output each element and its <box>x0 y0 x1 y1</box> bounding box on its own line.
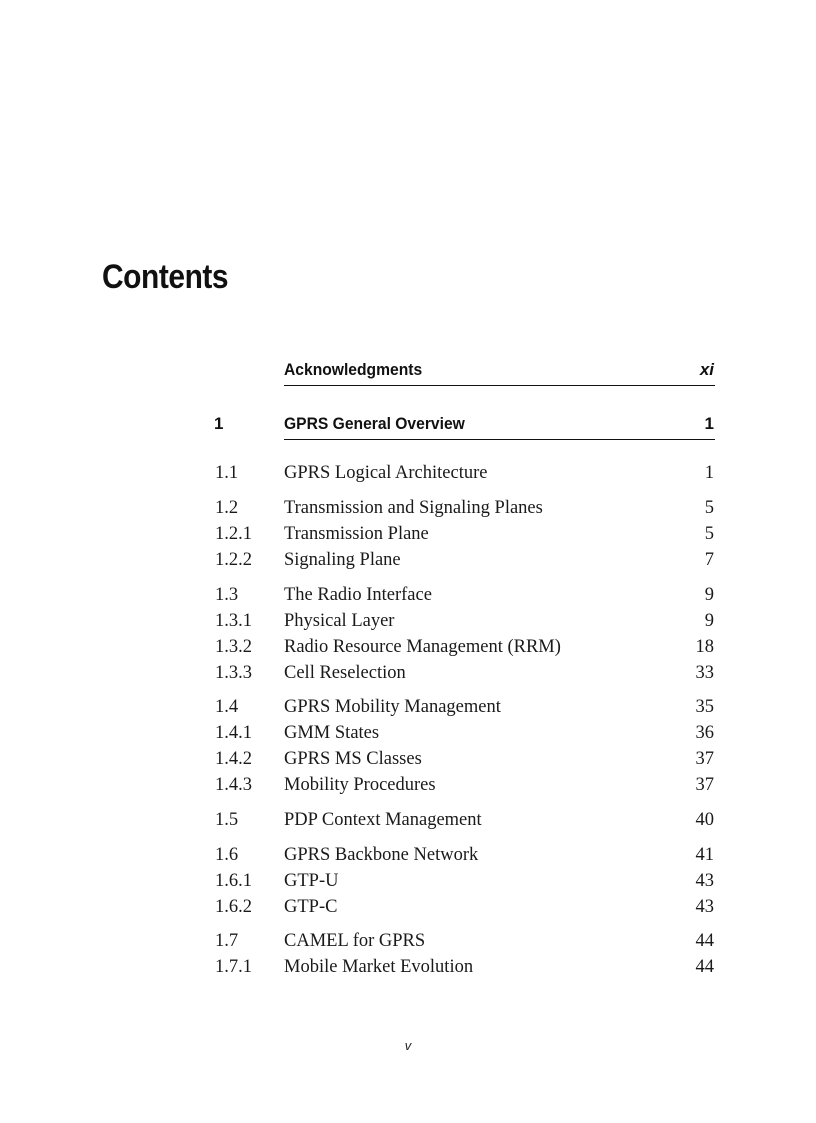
entry-page: 37 <box>695 749 714 769</box>
page-number: v <box>404 1038 412 1053</box>
entry-page: 43 <box>695 897 714 917</box>
entry-title: GPRS Backbone Network <box>284 845 479 865</box>
toc-entry[interactable] <box>0 524 816 548</box>
entry-number: 1.6.1 <box>215 871 252 891</box>
toc-chapter-1[interactable] <box>0 410 816 440</box>
toc-entry[interactable] <box>0 957 816 981</box>
entry-number: 1.4.3 <box>215 775 252 795</box>
entry-title: PDP Context Management <box>284 810 482 830</box>
entry-number: 1.2.2 <box>215 550 252 570</box>
chapter-title: Acknowledgments <box>284 360 423 379</box>
entry-number: 1.1 <box>215 463 239 483</box>
entry-page: 1 <box>704 463 714 483</box>
entry-title: GPRS Mobility Management <box>284 697 501 717</box>
toc-entry[interactable] <box>0 871 816 895</box>
entry-title: Radio Resource Management (RRM) <box>284 637 561 657</box>
chapter-page: 1 <box>704 414 714 433</box>
entry-page: 40 <box>695 810 714 830</box>
toc-entry[interactable] <box>0 463 816 487</box>
page-title: Contents <box>102 258 229 296</box>
toc-entry[interactable] <box>0 585 816 609</box>
entry-title: Transmission Plane <box>284 524 429 544</box>
entry-number: 1.4 <box>215 697 239 717</box>
entry-number: 1.3 <box>215 585 239 605</box>
entry-page: 33 <box>695 663 714 683</box>
entry-page: 5 <box>704 524 714 544</box>
toc-entry[interactable] <box>0 498 816 522</box>
toc-entry[interactable] <box>0 775 816 799</box>
chapter-rule <box>284 385 715 386</box>
entry-number: 1.6 <box>215 845 239 865</box>
toc-entry[interactable] <box>0 663 816 687</box>
chapter-number: 1 <box>214 414 224 433</box>
entry-page: 37 <box>695 775 714 795</box>
toc-entry[interactable] <box>0 723 816 747</box>
entry-number: 1.2.1 <box>215 524 252 544</box>
entry-title: The Radio Interface <box>284 585 432 605</box>
entry-title: Transmission and Signaling Planes <box>284 498 543 518</box>
entry-title: Mobile Market Evolution <box>284 957 474 977</box>
entry-title: CAMEL for GPRS <box>284 931 426 951</box>
toc-entry[interactable] <box>0 845 816 869</box>
entry-page: 36 <box>695 723 714 743</box>
entry-page: 9 <box>704 611 714 631</box>
chapter-page: xi <box>699 360 714 379</box>
toc-entry[interactable] <box>0 931 816 955</box>
entry-title: GPRS MS Classes <box>284 749 422 769</box>
entry-page: 5 <box>704 498 714 518</box>
entry-page: 44 <box>695 957 714 977</box>
toc-entry[interactable] <box>0 810 816 834</box>
entry-number: 1.3.2 <box>215 637 252 657</box>
entry-number: 1.5 <box>215 810 239 830</box>
entry-page: 41 <box>695 845 714 865</box>
entry-title: GTP-C <box>284 897 338 917</box>
toc-entry[interactable] <box>0 749 816 773</box>
entry-page: 7 <box>704 550 714 570</box>
entry-title: Physical Layer <box>284 611 395 631</box>
entry-page: 9 <box>704 585 714 605</box>
entry-page: 44 <box>695 931 714 951</box>
entry-number: 1.7.1 <box>215 957 252 977</box>
entry-title: GTP-U <box>284 871 339 891</box>
entry-page: 18 <box>695 637 714 657</box>
entry-title: Cell Reselection <box>284 663 406 683</box>
entry-title: Signaling Plane <box>284 550 401 570</box>
entry-number: 1.4.2 <box>215 749 252 769</box>
toc-entry[interactable] <box>0 897 816 921</box>
toc-entry[interactable] <box>0 611 816 635</box>
entry-number: 1.3.3 <box>215 663 252 683</box>
entry-page: 35 <box>695 697 714 717</box>
entry-number: 1.2 <box>215 498 239 518</box>
toc-entry[interactable] <box>0 637 816 661</box>
toc-entry[interactable] <box>0 697 816 721</box>
entry-title: GPRS Logical Architecture <box>284 463 488 483</box>
entry-title: Mobility Procedures <box>284 775 436 795</box>
chapter-title: GPRS General Overview <box>284 414 465 433</box>
entry-number: 1.7 <box>215 931 239 951</box>
entry-number: 1.3.1 <box>215 611 252 631</box>
entry-page: 43 <box>695 871 714 891</box>
entry-number: 1.4.1 <box>215 723 252 743</box>
entry-title: GMM States <box>284 723 380 743</box>
toc-entry[interactable] <box>0 550 816 574</box>
toc-front-matter-acknowledgments[interactable] <box>0 356 816 386</box>
entry-number: 1.6.2 <box>215 897 252 917</box>
chapter-rule <box>284 439 715 440</box>
